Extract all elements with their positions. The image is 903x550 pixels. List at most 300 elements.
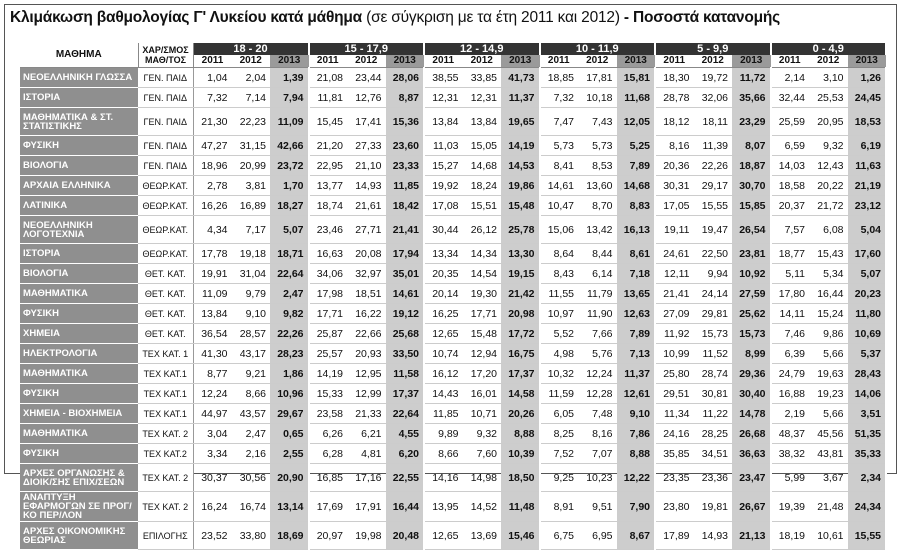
value-cell: 20,22 <box>809 176 848 196</box>
value-cell: 51,35 <box>848 424 887 444</box>
value-cell: 5,07 <box>848 264 887 284</box>
value-cell: 22,55 <box>386 464 425 492</box>
value-cell: 42,66 <box>270 136 309 156</box>
value-cell: 19,81 <box>694 492 733 522</box>
table-row <box>20 176 886 196</box>
value-cell: 12,28 <box>578 384 617 404</box>
value-cell: 35,85 <box>655 444 694 464</box>
value-cell: 2,78 <box>193 176 232 196</box>
value-cell: 20,08 <box>347 244 386 264</box>
value-cell: 7,32 <box>540 88 579 108</box>
value-cell: 10,61 <box>809 522 848 550</box>
table-row <box>20 156 886 176</box>
subject-cell: ΦΥΣΙΚΗ <box>20 304 138 324</box>
value-cell: 13,14 <box>270 492 309 522</box>
table-row <box>20 344 886 364</box>
value-cell: 36,63 <box>732 444 771 464</box>
value-cell: 10,32 <box>540 364 579 384</box>
value-cell: 21,33 <box>347 404 386 424</box>
value-cell: 3,04 <box>193 424 232 444</box>
table-row <box>20 136 886 156</box>
value-cell: 26,68 <box>732 424 771 444</box>
value-cell: 18,77 <box>771 244 810 264</box>
subject-cell: ΜΑΘΗΜΑΤΙΚΑ & ΣΤ. ΣΤΑΤΙΣΤΙΚΗΣ <box>20 108 138 136</box>
value-cell: 16,22 <box>347 304 386 324</box>
value-cell: 18,96 <box>193 156 232 176</box>
value-cell: 19,18 <box>232 244 271 264</box>
value-cell: 11,22 <box>694 404 733 424</box>
value-cell: 20,48 <box>386 522 425 550</box>
value-cell: 21,41 <box>386 216 425 244</box>
subject-cell: ΧΗΜΕΙΑ <box>20 324 138 344</box>
value-cell: 10,92 <box>732 264 771 284</box>
value-cell: 12,43 <box>809 156 848 176</box>
value-cell: 2,47 <box>270 284 309 304</box>
value-cell: 17,37 <box>501 364 540 384</box>
value-cell: 5,11 <box>771 264 810 284</box>
year-header: 2011 <box>655 55 694 68</box>
value-cell: 17,08 <box>424 196 463 216</box>
value-cell: 5,66 <box>809 404 848 424</box>
value-cell: 29,51 <box>655 384 694 404</box>
value-cell: 20,95 <box>809 108 848 136</box>
value-cell: 20,93 <box>347 344 386 364</box>
value-cell: 48,37 <box>771 424 810 444</box>
value-cell: 3,34 <box>193 444 232 464</box>
value-cell: 18,51 <box>347 284 386 304</box>
value-cell: 8,66 <box>232 384 271 404</box>
value-cell: 20,14 <box>424 284 463 304</box>
value-cell: 43,81 <box>809 444 848 464</box>
value-cell: 19,30 <box>463 284 502 304</box>
subject-cell: ΙΣΤΟΡΙΑ <box>20 244 138 264</box>
table-row <box>20 284 886 304</box>
value-cell: 23,46 <box>309 216 348 244</box>
value-cell: 44,97 <box>193 404 232 424</box>
value-cell: 41,73 <box>501 68 540 88</box>
value-cell: 14,11 <box>771 304 810 324</box>
value-cell: 2,55 <box>270 444 309 464</box>
subject-cell: ΦΥΣΙΚΗ <box>20 136 138 156</box>
value-cell: 14,61 <box>386 284 425 304</box>
value-cell: 34,06 <box>309 264 348 284</box>
value-cell: 25,87 <box>309 324 348 344</box>
value-cell: 9,89 <box>424 424 463 444</box>
table-row <box>20 464 886 492</box>
value-cell: 12,24 <box>193 384 232 404</box>
value-cell: 8,16 <box>655 136 694 156</box>
value-cell: 38,55 <box>424 68 463 88</box>
value-cell: 43,57 <box>232 404 271 424</box>
category-cell: ΤΕΧ ΚΑΤ. 2 <box>138 464 193 492</box>
value-cell: 22,64 <box>386 404 425 424</box>
value-cell: 43,17 <box>232 344 271 364</box>
value-cell: 9,86 <box>809 324 848 344</box>
value-cell: 19,11 <box>655 216 694 244</box>
value-cell: 20,99 <box>232 156 271 176</box>
subject-cell: ΑΡΧΕΣ ΟΡΓΑΝΩΣΗΣ & ΔΙΟΙΚ/ΣΗΣ ΕΠΙΧ/ΣΕΩΝ <box>20 464 138 492</box>
value-cell: 16,74 <box>232 492 271 522</box>
value-cell: 18,27 <box>270 196 309 216</box>
value-cell: 7,60 <box>463 444 502 464</box>
value-cell: 17,94 <box>386 244 425 264</box>
value-cell: 15,27 <box>424 156 463 176</box>
value-cell: 23,52 <box>193 522 232 550</box>
title-sub: (σε σύγκριση με τα έτη 2011 και 2012) <box>362 9 624 26</box>
value-cell: 15,05 <box>463 136 502 156</box>
value-cell: 18,69 <box>270 522 309 550</box>
value-cell: 30,70 <box>732 176 771 196</box>
value-cell: 8,25 <box>540 424 579 444</box>
value-cell: 29,67 <box>270 404 309 424</box>
value-cell: 28,43 <box>848 364 887 384</box>
value-cell: 25,78 <box>501 216 540 244</box>
value-cell: 7,89 <box>617 324 656 344</box>
value-cell: 14,93 <box>347 176 386 196</box>
value-cell: 2,16 <box>232 444 271 464</box>
value-cell: 14,34 <box>463 244 502 264</box>
value-cell: 12,76 <box>347 88 386 108</box>
page-title <box>10 9 780 27</box>
value-cell: 7,14 <box>232 88 271 108</box>
value-cell: 7,46 <box>771 324 810 344</box>
value-cell: 11,03 <box>424 136 463 156</box>
value-cell: 5,99 <box>771 464 810 492</box>
value-cell: 29,36 <box>732 364 771 384</box>
value-cell: 11,48 <box>501 492 540 522</box>
subject-cell: ΒΙΟΛΟΓΙΑ <box>20 264 138 284</box>
value-cell: 4,55 <box>386 424 425 444</box>
value-cell: 7,90 <box>617 492 656 522</box>
value-cell: 28,06 <box>386 68 425 88</box>
category-cell: ΓΕΝ. ΠΑΙΔ <box>138 156 193 176</box>
value-cell: 8,53 <box>578 156 617 176</box>
value-cell: 1,04 <box>193 68 232 88</box>
value-cell: 5,07 <box>270 216 309 244</box>
value-cell: 4,98 <box>540 344 579 364</box>
value-cell: 9,94 <box>694 264 733 284</box>
value-cell: 17,89 <box>655 522 694 550</box>
value-cell: 16,89 <box>232 196 271 216</box>
value-cell: 19,91 <box>193 264 232 284</box>
value-cell: 7,57 <box>771 216 810 244</box>
value-cell: 17,91 <box>347 492 386 522</box>
table-row <box>20 68 886 88</box>
group-header: 12 - 14,9 <box>424 43 540 55</box>
value-cell: 9,32 <box>809 136 848 156</box>
value-cell: 29,17 <box>694 176 733 196</box>
value-cell: 5,37 <box>848 344 887 364</box>
value-cell: 32,97 <box>347 264 386 284</box>
value-cell: 20,37 <box>771 196 810 216</box>
category-cell: ΘΕΩΡ.ΚΑΤ. <box>138 196 193 216</box>
subject-cell: ΧΗΜΕΙΑ - ΒΙΟΧΗΜΕΙΑ <box>20 404 138 424</box>
value-cell: 5,04 <box>848 216 887 244</box>
value-cell: 11,81 <box>309 88 348 108</box>
value-cell: 19,92 <box>424 176 463 196</box>
value-cell: 7,13 <box>617 344 656 364</box>
year-header: 2013 <box>848 55 887 68</box>
value-cell: 22,26 <box>270 324 309 344</box>
value-cell: 31,04 <box>232 264 271 284</box>
group-header: 5 - 9,9 <box>655 43 771 55</box>
value-cell: 28,74 <box>694 364 733 384</box>
value-cell: 25,62 <box>732 304 771 324</box>
value-cell: 11,52 <box>694 344 733 364</box>
value-cell: 5,52 <box>540 324 579 344</box>
value-cell: 23,29 <box>732 108 771 136</box>
value-cell: 5,73 <box>578 136 617 156</box>
year-header: 2013 <box>732 55 771 68</box>
value-cell: 6,95 <box>578 522 617 550</box>
value-cell: 12,95 <box>347 364 386 384</box>
year-header: 2013 <box>501 55 540 68</box>
value-cell: 0,65 <box>270 424 309 444</box>
value-cell: 22,95 <box>309 156 348 176</box>
value-cell: 22,64 <box>270 264 309 284</box>
value-cell: 27,33 <box>347 136 386 156</box>
subject-cell: ΛΑΤΙΝΙΚΑ <box>20 196 138 216</box>
value-cell: 23,58 <box>309 404 348 424</box>
value-cell: 8,44 <box>578 244 617 264</box>
year-header: 2013 <box>617 55 656 68</box>
value-cell: 28,25 <box>694 424 733 444</box>
value-cell: 22,66 <box>347 324 386 344</box>
value-cell: 9,10 <box>232 304 271 324</box>
value-cell: 22,23 <box>232 108 271 136</box>
group-header: 10 - 11,9 <box>540 43 656 55</box>
value-cell: 7,48 <box>578 404 617 424</box>
value-cell: 21,13 <box>732 522 771 550</box>
value-cell: 3,51 <box>848 404 887 424</box>
value-cell: 16,26 <box>193 196 232 216</box>
value-cell: 47,27 <box>193 136 232 156</box>
category-cell: ΘΕΤ. ΚΑΤ. <box>138 284 193 304</box>
value-cell: 21,10 <box>347 156 386 176</box>
value-cell: 14,03 <box>771 156 810 176</box>
category-cell: ΘΕΤ. ΚΑΤ. <box>138 324 193 344</box>
value-cell: 17,98 <box>309 284 348 304</box>
value-cell: 15,85 <box>732 196 771 216</box>
value-cell: 21,42 <box>501 284 540 304</box>
value-cell: 14,43 <box>424 384 463 404</box>
subject-cell: ΜΑΘΗΜΑΤΙΚΑ <box>20 284 138 304</box>
value-cell: 21,72 <box>809 196 848 216</box>
value-cell: 11,09 <box>270 108 309 136</box>
value-cell: 21,30 <box>193 108 232 136</box>
value-cell: 23,33 <box>386 156 425 176</box>
year-header: 2012 <box>347 55 386 68</box>
value-cell: 6,28 <box>309 444 348 464</box>
value-cell: 18,53 <box>848 108 887 136</box>
table-row <box>20 88 886 108</box>
value-cell: 10,47 <box>540 196 579 216</box>
year-header: 2011 <box>193 55 232 68</box>
year-header: 2011 <box>424 55 463 68</box>
value-cell: 1,70 <box>270 176 309 196</box>
value-cell: 13,95 <box>424 492 463 522</box>
year-header: 2011 <box>771 55 810 68</box>
value-cell: 30,31 <box>655 176 694 196</box>
value-cell: 15,33 <box>309 384 348 404</box>
value-cell: 10,69 <box>848 324 887 344</box>
value-cell: 11,55 <box>540 284 579 304</box>
value-cell: 4,34 <box>193 216 232 244</box>
value-cell: 20,90 <box>270 464 309 492</box>
value-cell: 15,51 <box>463 196 502 216</box>
value-cell: 7,32 <box>193 88 232 108</box>
value-cell: 11,37 <box>501 88 540 108</box>
value-cell: 9,82 <box>270 304 309 324</box>
value-cell: 14,52 <box>463 492 502 522</box>
value-cell: 18,12 <box>655 108 694 136</box>
value-cell: 23,47 <box>732 464 771 492</box>
value-cell: 41,30 <box>193 344 232 364</box>
value-cell: 10,39 <box>501 444 540 464</box>
value-cell: 35,33 <box>848 444 887 464</box>
value-cell: 4,81 <box>347 444 386 464</box>
value-cell: 9,10 <box>617 404 656 424</box>
value-cell: 12,65 <box>424 522 463 550</box>
value-cell: 21,20 <box>309 136 348 156</box>
value-cell: 15,81 <box>617 68 656 88</box>
value-cell: 14,19 <box>501 136 540 156</box>
value-cell: 19,98 <box>347 522 386 550</box>
value-cell: 30,56 <box>232 464 271 492</box>
value-cell: 27,59 <box>732 284 771 304</box>
value-cell: 7,07 <box>578 444 617 464</box>
value-cell: 11,68 <box>617 88 656 108</box>
value-cell: 13,84 <box>424 108 463 136</box>
value-cell: 21,41 <box>655 284 694 304</box>
value-cell: 9,51 <box>578 492 617 522</box>
value-cell: 16,12 <box>424 364 463 384</box>
value-cell: 8,16 <box>578 424 617 444</box>
value-cell: 28,23 <box>270 344 309 364</box>
value-cell: 3,81 <box>232 176 271 196</box>
value-cell: 16,24 <box>193 492 232 522</box>
value-cell: 11,63 <box>848 156 887 176</box>
year-header: 2011 <box>309 55 348 68</box>
value-cell: 6,05 <box>540 404 579 424</box>
value-cell: 7,86 <box>617 424 656 444</box>
value-cell: 14,61 <box>540 176 579 196</box>
value-cell: 19,47 <box>694 216 733 244</box>
value-cell: 14,68 <box>617 176 656 196</box>
value-cell: 5,66 <box>809 344 848 364</box>
value-cell: 35,01 <box>386 264 425 284</box>
value-cell: 11,85 <box>386 176 425 196</box>
value-cell: 17,05 <box>655 196 694 216</box>
value-cell: 10,99 <box>655 344 694 364</box>
value-cell: 30,44 <box>424 216 463 244</box>
value-cell: 19,15 <box>501 264 540 284</box>
subject-cell: ΦΥΣΙΚΗ <box>20 384 138 404</box>
subject-cell: ΦΥΣΙΚΗ <box>20 444 138 464</box>
value-cell: 7,52 <box>540 444 579 464</box>
value-cell: 9,79 <box>232 284 271 304</box>
value-cell: 10,96 <box>270 384 309 404</box>
value-cell: 33,50 <box>386 344 425 364</box>
category-cell: ΘΕΩΡ.ΚΑΤ. <box>138 176 193 196</box>
value-cell: 8,88 <box>617 444 656 464</box>
value-cell: 15,24 <box>809 304 848 324</box>
subject-cell: ΑΡΧΕΣ ΟΙΚΟΝΟΜΙΚΗΣ ΘΕΩΡΙΑΣ <box>20 522 138 550</box>
category-cell: ΤΕΧ ΚΑΤ.1 <box>138 364 193 384</box>
value-cell: 12,31 <box>424 88 463 108</box>
value-cell: 15,45 <box>309 108 348 136</box>
value-cell: 2,47 <box>232 424 271 444</box>
title-main: Κλιμάκωση βαθμολογίας Γ' Λυκείου κατά μάθημα <box>10 9 363 26</box>
value-cell: 28,78 <box>655 88 694 108</box>
value-cell: 35,66 <box>732 88 771 108</box>
value-cell: 5,25 <box>617 136 656 156</box>
value-cell: 21,08 <box>309 68 348 88</box>
value-cell: 8,67 <box>617 522 656 550</box>
value-cell: 16,13 <box>617 216 656 244</box>
table-row <box>20 244 886 264</box>
value-cell: 18,58 <box>771 176 810 196</box>
category-cell: ΓΕΝ. ΠΑΙΔ <box>138 136 193 156</box>
category-cell: ΘΕΤ. ΚΑΤ. <box>138 264 193 284</box>
category-cell: ΤΕΧ ΚΑΤ.2 <box>138 444 193 464</box>
subject-cell: ΙΣΤΟΡΙΑ <box>20 88 138 108</box>
value-cell: 16,75 <box>501 344 540 364</box>
value-cell: 12,99 <box>347 384 386 404</box>
value-cell: 24,16 <box>655 424 694 444</box>
value-cell: 10,71 <box>463 404 502 424</box>
table-row <box>20 364 886 384</box>
value-cell: 16,01 <box>463 384 502 404</box>
value-cell: 18,19 <box>771 522 810 550</box>
value-cell: 6,39 <box>771 344 810 364</box>
value-cell: 7,89 <box>617 156 656 176</box>
value-cell: 27,71 <box>347 216 386 244</box>
value-cell: 24,45 <box>848 88 887 108</box>
value-cell: 7,18 <box>617 264 656 284</box>
value-cell: 6,26 <box>309 424 348 444</box>
value-cell: 19,23 <box>809 384 848 404</box>
value-cell: 8,88 <box>501 424 540 444</box>
value-cell: 18,87 <box>732 156 771 176</box>
value-cell: 14,98 <box>463 464 502 492</box>
value-cell: 1,39 <box>270 68 309 88</box>
value-cell: 8,99 <box>732 344 771 364</box>
value-cell: 12,31 <box>463 88 502 108</box>
value-cell: 15,36 <box>386 108 425 136</box>
value-cell: 9,25 <box>540 464 579 492</box>
value-cell: 18,74 <box>309 196 348 216</box>
value-cell: 23,36 <box>694 464 733 492</box>
value-cell: 11,79 <box>578 284 617 304</box>
value-cell: 17,37 <box>386 384 425 404</box>
value-cell: 18,50 <box>501 464 540 492</box>
category-cell: ΓΕΝ. ΠΑΙΔ <box>138 108 193 136</box>
subject-cell: ΜΑΘΗΜΑΤΙΚΑ <box>20 424 138 444</box>
value-cell: 16,63 <box>309 244 348 264</box>
value-cell: 7,66 <box>578 324 617 344</box>
category-cell: ΓΕΝ. ΠΑΙΔ <box>138 68 193 88</box>
value-cell: 6,14 <box>578 264 617 284</box>
value-cell: 23,60 <box>386 136 425 156</box>
value-cell: 11,72 <box>732 68 771 88</box>
value-cell: 10,74 <box>424 344 463 364</box>
category-cell: ΤΕΧ ΚΑΤ.1 <box>138 404 193 424</box>
value-cell: 6,08 <box>809 216 848 244</box>
value-cell: 23,80 <box>655 492 694 522</box>
category-cell: ΤΕΧ ΚΑΤ. 1 <box>138 344 193 364</box>
value-cell: 18,30 <box>655 68 694 88</box>
